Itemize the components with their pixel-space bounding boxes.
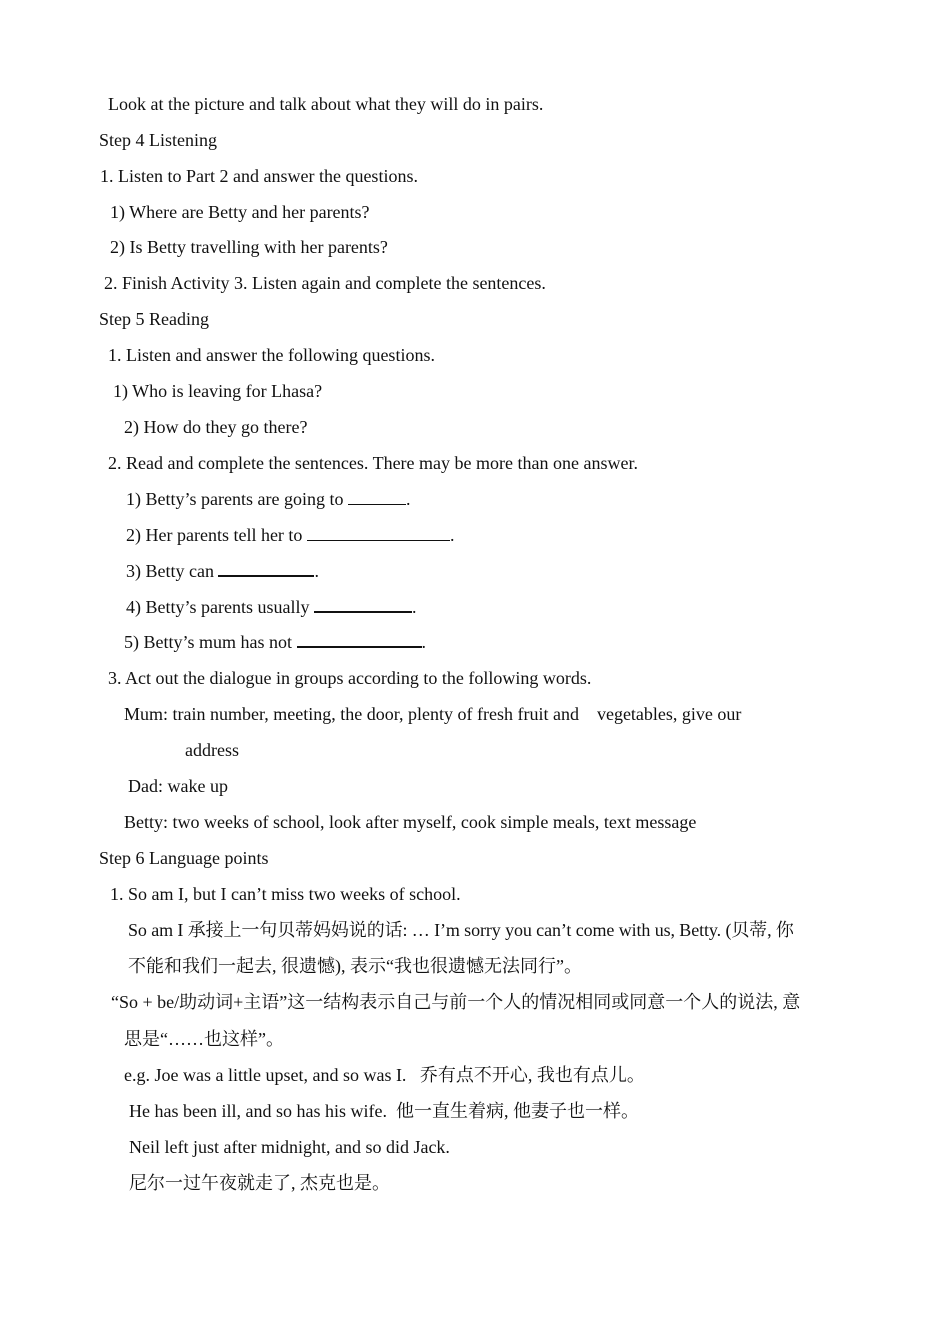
example-3: Neil left just after midnight, and so did Jack. <box>129 1137 450 1157</box>
fill-sentence-3-text: 3) Betty can <box>126 561 214 581</box>
mum-words-continued: address <box>185 740 239 760</box>
fill-sentence-3: 3) Betty can . <box>126 561 319 581</box>
fill-sentence-2: 2) Her parents tell her to . <box>126 525 455 545</box>
language-point-meaning: 思是“……也这样”。 <box>124 1029 284 1049</box>
language-point-explanation-1: So am I 承接上一句贝蒂妈妈说的话: … I’m sorry you can’t come with us, Betty. (贝蒂, 你 <box>128 920 794 940</box>
fill-sentence-1: 1) Betty’s parents are going to . <box>126 489 411 509</box>
answer-blank-4[interactable] <box>314 597 412 613</box>
dad-words: Dad: wake up <box>128 776 228 796</box>
fill-sentence-4: 4) Betty’s parents usually . <box>126 597 417 617</box>
fill-sentence-5: 5) Betty’s mum has not . <box>124 632 426 652</box>
fill-sentence-2-text: 2) Her parents tell her to <box>126 525 303 545</box>
reading-task-2: 2. Read and complete the sentences. There may be more than one answer. <box>108 453 638 473</box>
reading-question-1: 1) Who is leaving for Lhasa? <box>113 381 323 401</box>
listening-task-1: 1. Listen to Part 2 and answer the questions. <box>100 166 418 186</box>
fill-sentence-1-text: 1) Betty’s parents are going to <box>126 489 344 509</box>
step-6-heading: Step 6 Language points <box>99 848 269 868</box>
example-2: He has been ill, and so has his wife. 他一直生着病, 他妻子也一样。 <box>129 1101 639 1121</box>
mum-words: Mum: train number, meeting, the door, plenty of fresh fruit and vegetables, give our <box>124 704 742 724</box>
answer-blank-1[interactable] <box>348 490 406 505</box>
listening-question-2: 2) Is Betty travelling with her parents? <box>110 237 388 257</box>
reading-question-2: 2) How do they go there? <box>124 417 308 437</box>
intro-instruction: Look at the picture and talk about what they will do in pairs. <box>108 94 544 114</box>
betty-words: Betty: two weeks of school, look after myself, cook simple meals, text message <box>124 812 697 832</box>
fill-sentence-4-text: 4) Betty’s parents usually <box>126 597 310 617</box>
language-point-structure: “So + be/助动词+主语”这一结构表示自己与前一个人的情况相同或同意一个人的说法, 意 <box>111 992 801 1012</box>
answer-blank-2[interactable] <box>307 526 450 541</box>
fill-sentence-5-text: 5) Betty’s mum has not <box>124 632 292 652</box>
answer-blank-3[interactable] <box>218 561 314 577</box>
step-4-heading: Step 4 Listening <box>99 130 217 150</box>
language-point-1: 1. So am I, but I can’t miss two weeks of school. <box>110 884 461 904</box>
listening-task-2: 2. Finish Activity 3. Listen again and complete the sentences. <box>104 273 546 293</box>
step-5-heading: Step 5 Reading <box>99 309 209 329</box>
example-3-translation: 尼尔一过午夜就走了, 杰克也是。 <box>129 1173 390 1193</box>
reading-task-1: 1. Listen and answer the following questions. <box>108 345 435 365</box>
listening-question-1: 1) Where are Betty and her parents? <box>110 202 370 222</box>
language-point-explanation-2: 不能和我们一起去, 很遗憾), 表示“我也很遗憾无法同行”。 <box>128 956 582 976</box>
answer-blank-5[interactable] <box>297 632 422 648</box>
reading-task-3: 3. Act out the dialogue in groups according to the following words. <box>108 668 592 688</box>
example-1: e.g. Joe was a little upset, and so was I. 乔有点不开心, 我也有点儿。 <box>124 1065 645 1085</box>
